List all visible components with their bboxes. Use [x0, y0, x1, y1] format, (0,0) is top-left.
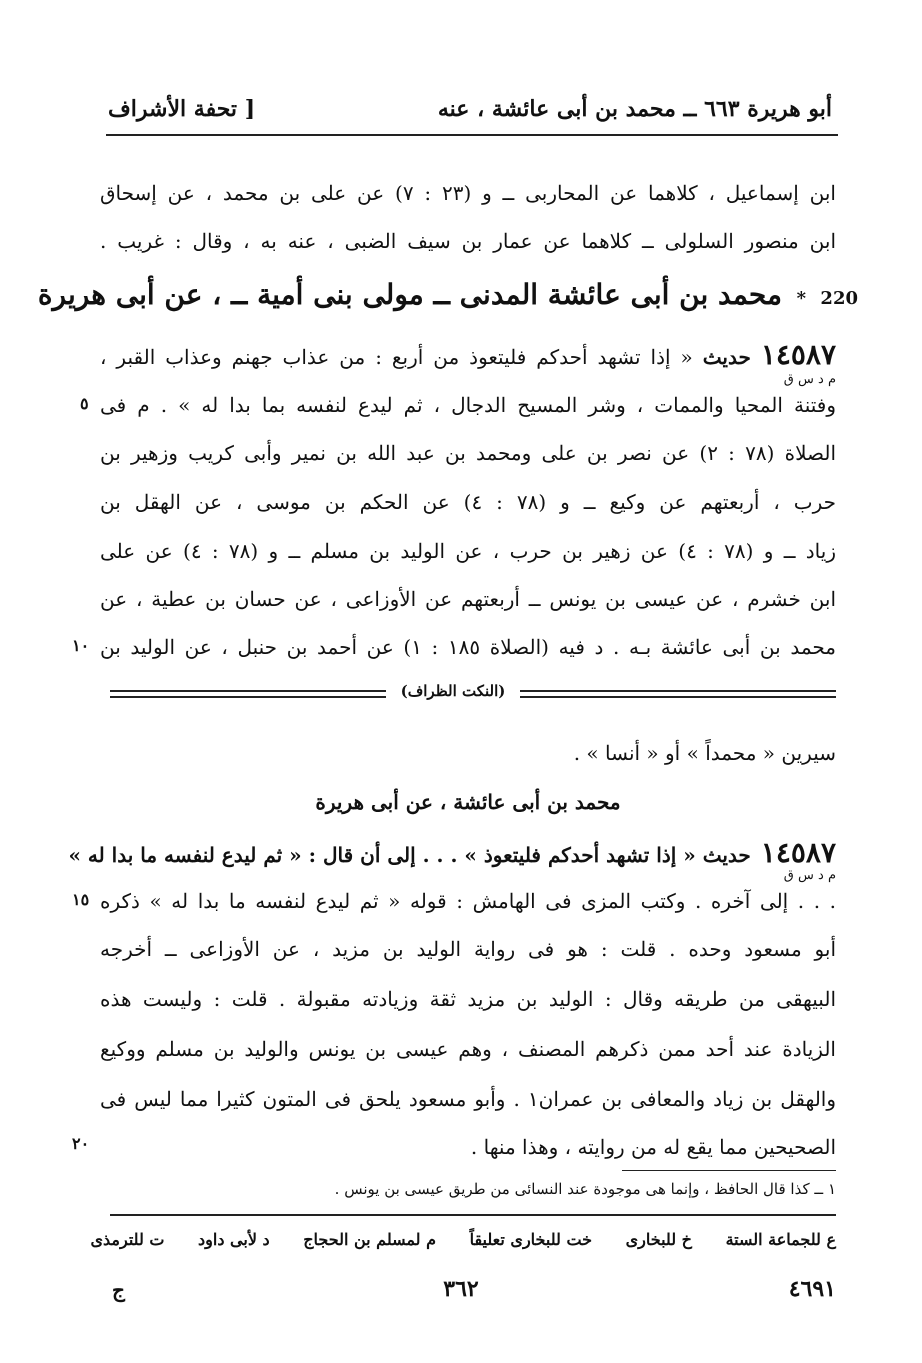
text-line: حرب ، أربعتهم عن وكيع ــ و (٧٨ : ٤) عن الحكم بن موسى ، عن الهقل بن	[100, 490, 837, 514]
text-line: « إذا تشهد أحدكم فليتعوذ من أربع : من عذاب جهنم وعذاب القبر ،	[100, 345, 693, 369]
footnote-rule	[622, 1170, 836, 1171]
text-line: محمد بن أبى عائشة بـه . د فيه (الصلاة ١٨٥ : ١) عن أحمد بن حنبل ، عن الوليد بن	[100, 635, 837, 659]
divider-label	[386, 682, 520, 700]
margin-line-number: ٥	[80, 394, 89, 413]
abbreviation: ت للترمذى	[90, 1230, 165, 1249]
hadith-number: ١٤٥٨٧	[760, 836, 836, 869]
header-rule	[106, 134, 838, 136]
text-line: أبو مسعود وحده . قلت : هو فى رواية الوليد بن مزيد ، عن الأوزاعى ــ أخرجه	[100, 937, 836, 961]
section-star: *	[796, 288, 806, 309]
text-line: . . . إلى آخره . وكتب المزى فى الهامش : قوله « ثم ليدع لنفسه ما بدا له » ذكره	[100, 889, 836, 913]
running-header-left: [ تحفة الأشراف	[108, 96, 256, 122]
divider-rule-right	[520, 696, 836, 698]
text-line: الصحيحين مما يقع له من روايته ، وهذا منها .	[470, 1135, 836, 1159]
divider-bracket-icon: )	[400, 682, 408, 700]
text-line: ابن منصور السلولى ــ كلاهما عن عمار بن سيف الضبى ، عنه به ، وقال : غريب .	[100, 229, 836, 253]
abbreviation: ع للجماعة الستة	[725, 1230, 836, 1249]
hadith-first-line	[100, 338, 837, 371]
footer-right-number: ٤٦٩١	[788, 1276, 836, 1302]
subheading: محمد بن أبى عائشة ، عن أبى هريرة	[315, 790, 621, 814]
abbreviation: خ للبخارى	[625, 1230, 692, 1249]
text-line: وفتنة المحيا والممات ، وشر المسيح الدجال ، ثم ليدع لنفسه بما بدا له » . م فى	[100, 393, 836, 417]
margin-line-number: ١٥	[72, 890, 90, 909]
abbreviations-row	[90, 1230, 836, 1249]
text-line: الصلاة (٧٨ : ٢) عن نصر بن على ومحمد بن عبد الله بن نمير وأبى كريب وزهير بن	[100, 441, 837, 465]
text-line: والهقل بن زياد والمعافى بن عمران١ . وأبو مسعود يلحق فى المتون كثيرا مما ليس فى	[100, 1087, 836, 1111]
text-line: ابن إسماعيل ، كلاهما عن المحاربى ــ و (٢٣ : ٧) عن على بن محمد ، عن إسحاق	[100, 181, 836, 205]
abbreviation: م لمسلم بن الحجاج	[303, 1230, 436, 1249]
text-line: زياد ــ و (٧٨ : ٤) عن زهير بن حرب ، عن الوليد بن مسلم ــ و (٧٨ : ٤) عن على	[100, 539, 836, 563]
margin-line-number: ٢٠	[72, 1134, 90, 1153]
footer-left-mark: ج	[112, 1278, 125, 1302]
text-line: البيهقى من طريقه وقال : الوليد بن مزيد ثقة وزيادته مقبولة . قلت : وليست هذه	[100, 987, 836, 1011]
sigla: م د س ق	[783, 372, 836, 387]
hadith-label: حديث	[702, 843, 751, 867]
page-number: ٣٦٢	[443, 1276, 479, 1302]
text-line: « إذا تشهد أحدكم فليتعوذ » . . . إلى أن قال : « ثم ليدع لنفسه ما بدا له »	[68, 843, 696, 867]
text-line: ابن خشرم ، عن عيسى بن يونس ــ أربعتهم عن الأوزاعى ، عن حسان بن عطية ، عن	[100, 587, 836, 611]
text-line: سيرين « محمداً » أو « أنسا » .	[573, 741, 836, 765]
hadith-first-line	[68, 836, 836, 869]
section-number: 220	[820, 288, 858, 309]
divider-rule-left	[110, 696, 386, 698]
margin-line-number: ١٠	[72, 636, 90, 655]
abbreviation: خت للبخارى تعليقاً	[469, 1230, 593, 1249]
divider-bracket-icon: (	[498, 682, 506, 700]
footnote: ١ ــ كذا قال الحافظ ، وإنما هى موجودة عند النسائى من طريق عيسى بن يونس .	[334, 1180, 836, 1198]
footer-rule	[110, 1214, 836, 1216]
abbreviation: د لأبى داود	[198, 1230, 270, 1249]
sigla: م د س ق	[783, 868, 836, 883]
divider-label-text: النكت الظراف	[407, 682, 499, 700]
divider-rule-right	[520, 690, 836, 692]
section-title: محمد بن أبى عائشة المدنى ــ مولى بنى أمية ــ ، عن أبى هريرة	[37, 278, 782, 311]
divider-rule-left	[110, 690, 386, 692]
hadith-label: حديث	[702, 345, 751, 369]
running-header-right: أبو هريرة ٦٦٣ ــ محمد بن أبى عائشة ، عنه	[437, 96, 832, 122]
hadith-number: ١٤٥٨٧	[760, 338, 837, 371]
text-line: الزيادة عند أحد ممن ذكرهم المصنف ، وهم عيسى بن يونس والوليد بن مسلم ووكيع	[100, 1037, 836, 1061]
